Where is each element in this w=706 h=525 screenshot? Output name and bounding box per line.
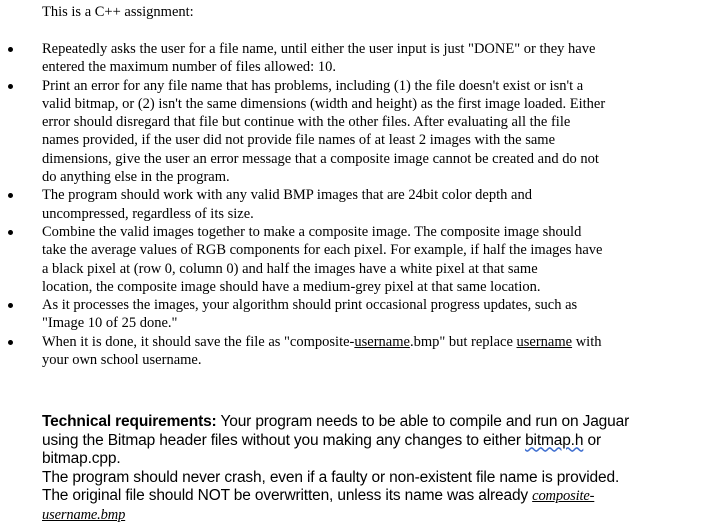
- bullet-line: do anything else in the program.: [42, 169, 230, 186]
- bullet-line: a black pixel at (row 0, column 0) and half the images have a white pixel at that same: [42, 260, 538, 277]
- bullet-line: uncompressed, regardless of its size.: [42, 205, 254, 222]
- bullet-line: As it processes the images, your algorithm should print occasional progress updates, such as: [42, 297, 578, 314]
- list-item: [0, 223, 706, 296]
- filename-part: username.bmp: [42, 506, 126, 523]
- bullet-icon: [8, 340, 13, 345]
- tech-line: [42, 413, 702, 432]
- bullet-line: dimensions, give the user an error message that a composite image cannot be created and do not: [42, 150, 599, 167]
- list-item-save-file: [0, 333, 706, 370]
- tech-line: bitmap.cpp.: [42, 450, 121, 467]
- bullet-line: take the average values of RGB components for each pixel. For example, if half the images have: [42, 242, 603, 259]
- bullet-line: location, the composite image should have a medium-grey pixel at that same location.: [42, 278, 541, 295]
- intro-text: This is a C++ assignment:: [42, 4, 194, 20]
- bullet-icon: [8, 303, 13, 308]
- tech-heading: Technical requirements:: [42, 413, 217, 430]
- tech-line: [42, 506, 702, 525]
- tech-line: [42, 432, 702, 451]
- bullet-line: names provided, if the user did not provide file names of at least 2 images with the same: [42, 132, 556, 149]
- bullet-line: [42, 333, 706, 351]
- underlined-word: username: [354, 333, 410, 350]
- bullet-icon: [8, 84, 13, 89]
- bullet-line: your own school username.: [42, 352, 202, 369]
- bullet-line: "Image 10 of 25 done.": [42, 315, 178, 332]
- tech-line: [42, 487, 702, 506]
- text-segment: using the Bitmap header files without you making any changes to either: [42, 431, 526, 449]
- filename-part: composite-: [532, 488, 595, 504]
- text-segment: or: [583, 431, 601, 449]
- bullet-line: The program should work with any valid BMP images that are 24bit color depth and: [42, 187, 532, 204]
- text-segment: with: [572, 333, 602, 350]
- requirements-list: [0, 40, 706, 369]
- bullet-line: Combine the valid images together to make a composite image. The composite image should: [42, 223, 582, 240]
- spellcheck-word: bitmap.h: [525, 431, 584, 449]
- list-item: [0, 186, 706, 223]
- text-segment: Your program needs to be able to compile and run on Jaguar: [216, 413, 630, 430]
- list-item: [0, 77, 706, 187]
- list-item: [0, 40, 706, 77]
- bullet-line: entered the maximum number of files allowed: 10.: [42, 59, 336, 76]
- bullet-icon: [8, 47, 13, 52]
- bullet-line: Repeatedly asks the user for a file name, until either the user input is just "DONE" or they have: [42, 41, 596, 57]
- bullet-line: Print an error for any file name that has problems, including (1) the file doesn't exist or isn't a: [42, 77, 584, 94]
- tech-line: The program should never crash, even if a faulty or non-existent file name is provided.: [42, 468, 620, 486]
- text-segment: When it is done, it should save the file as "composite-: [42, 333, 355, 350]
- list-item: [0, 296, 706, 333]
- bullet-icon: [8, 230, 13, 235]
- bullet-line: valid bitmap, or (2) isn't the same dimensions (width and height) as the first image loaded. Either: [42, 95, 606, 112]
- text-segment: The original file should NOT be overwritten, unless its name was already: [42, 487, 533, 504]
- bullet-icon: [8, 193, 13, 198]
- bullet-line: error should disregard that file but continue with the other files. After evaluating all the file: [42, 114, 571, 131]
- underlined-word: username: [516, 333, 573, 350]
- technical-requirements: [42, 413, 702, 524]
- text-segment: .bmp" but replace: [409, 333, 517, 350]
